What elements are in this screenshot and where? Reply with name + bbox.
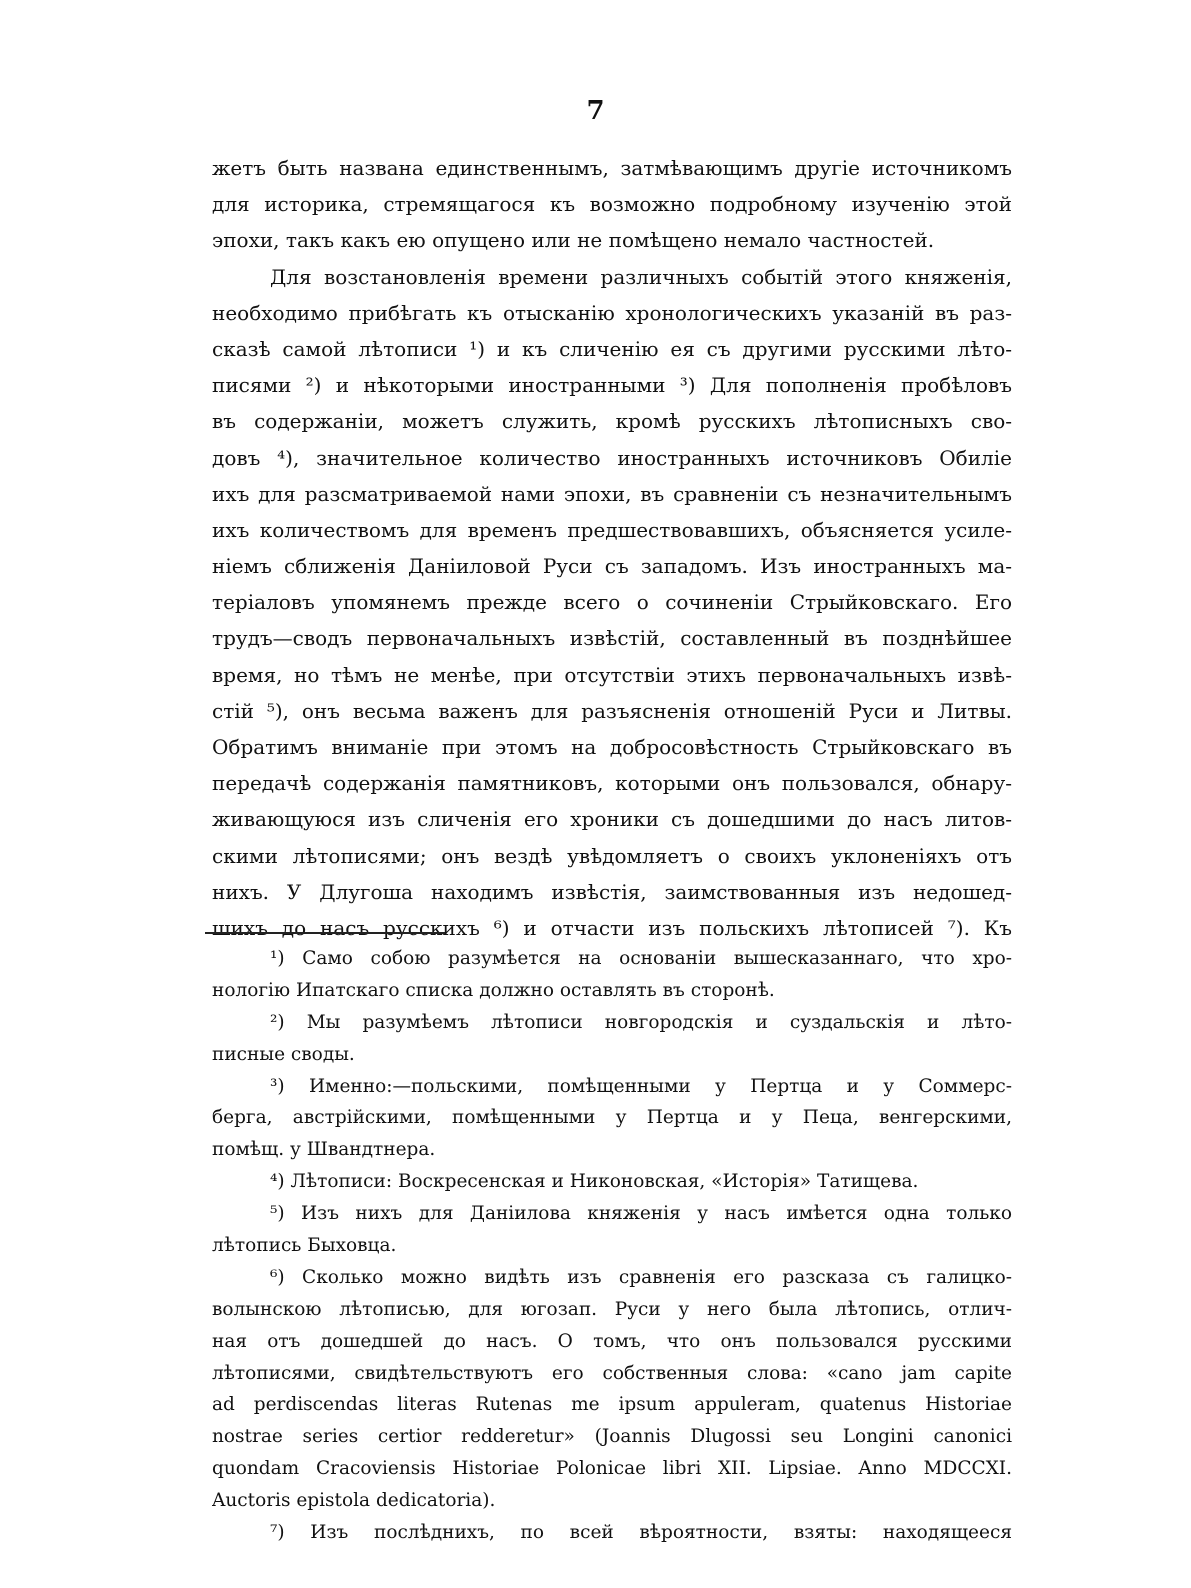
body-text [212,150,1012,946]
body-line: писями ²) и нѣкоторыми иностранными ³) Для пополненія пробѣловъ [212,373,1012,398]
footnote-line: волынскою лѣтописью, для югозап. Руси у него была лѣтопись, отлич- [212,1298,1012,1320]
footnote-line: nostrae series certior redderetur» (Joannis Dlugossi seu Longini canonici [212,1426,1012,1448]
body-line: для историка, стремящагося къ возможно подробному изученію этой [212,192,1012,217]
footnote-line: Auctoris epistola dedicatoria). [212,1490,496,1512]
body-line: жетъ быть названа единственнымъ, затмѣвающимъ другіе источникомъ [212,156,1012,180]
body-line: нихъ. У Длугоша находимъ извѣстія, заимствованныя изъ недошед- [212,879,1012,904]
footnote-line: нологію Ипатскаго списка должно оставлять въ сторонѣ. [212,979,775,1001]
footnote-line: ³) Именно:—польскими, помѣщенными у Пертца и у Соммерс- [270,1075,1012,1097]
footnote-line: ⁵) Изъ нихъ для Даніилова княженія у насъ имѣется одна только [270,1203,1012,1225]
body-line: Обратимъ вниманіе при этомъ на добросовѣстность Стрыйковскаго въ [212,735,1012,759]
body-line: въ содержаніи, можетъ служить, кромѣ русскихъ лѣтописныхъ сво- [212,409,1012,434]
footnote-line: ¹) Само собою разумѣется на основаніи вышесказаннаго, что хро- [270,948,1012,969]
page-number: 7 [586,96,605,126]
footnote-line: писные своды. [212,1043,355,1065]
body-line: время, но тѣмъ не менѣе, при отсутствіи этихъ первоначальныхъ извѣ- [212,662,1012,687]
footnote-line: quondam Cracoviensis Historiae Polonicae libri XII. Lipsiae. Anno MDCCXI. [212,1458,1012,1480]
body-line: ихъ для разсматриваемой нами эпохи, въ сравненіи съ незначительнымъ [212,481,1012,506]
footnote-line: ⁴) Лѣтописи: Воскресенская и Никоновская, «Исторія» Татищева. [270,1171,919,1193]
footnote-line: ⁶) Сколько можно видѣть изъ сравненія его разсказа съ галицко- [270,1266,1012,1288]
body-line: сказѣ самой лѣтописи ¹) и къ сличенію ея съ другими русскими лѣто- [212,336,1012,361]
body-line: Для возстановленія времени различныхъ событій этого княженія, [270,264,1012,289]
footnote-line: берга, австрійскими, помѣщенными у Пертца и у Пеца, венгерскими, [212,1107,1012,1129]
body-line: довъ ⁴), значительное количество иностранныхъ источниковъ Обиліе [212,445,1012,470]
footnotes [212,943,1012,1549]
body-line: стій ⁵), онъ весьма важенъ для разъясненія отношеній Руси и Литвы. [212,698,1012,723]
footnote-line: лѣтопись Быховца. [212,1235,397,1257]
body-line: живающуюся изъ сличенія его хроники съ дошедшими до насъ литов- [212,807,1012,832]
footnote-line: ⁷) Изъ послѣднихъ, по всей вѣроятности, взяты: находящееся [270,1522,1012,1544]
footnote-line: ная отъ дошедшей до насъ. О томъ, что онъ пользовался русскими [212,1330,1012,1352]
footnote-line: ²) Мы разумѣемъ лѣтописи новгородскія и суздальскія и лѣто- [270,1011,1012,1033]
footnote-line: помѣщ. у Швандтнера. [212,1139,436,1161]
footnote-divider [205,932,445,934]
body-line: необходимо прибѣгать къ отысканію хронологическихъ указаній въ раз- [212,300,1012,325]
body-line: шихъ до насъ русскихъ ⁶) и отчасти изъ польскихъ лѣтописей ⁷). Къ [212,915,1012,940]
body-line: передачѣ содержанія памятниковъ, которыми онъ пользовался, обнару- [212,771,1012,796]
body-line: ніемъ сближенія Даніиловой Руси съ западомъ. Изъ иностранныхъ ма- [212,554,1012,579]
body-line: ихъ количествомъ для временъ предшествовавшихъ, объясняется усиле- [212,517,1012,542]
footnote-line: ad perdiscendas literas Rutenas me ipsum appuleram, quatenus Historiae [212,1394,1012,1416]
body-line: теріаловъ упомянемъ прежде всего о сочиненіи Стрыйковскаго. Его [212,590,1012,615]
body-line: эпохи, такъ какъ ею опущено или не помѣщено немало частностей. [212,228,935,253]
body-line: трудъ—сводъ первоначальныхъ извѣстій, составленный въ позднѣйшее [212,626,1012,651]
body-line: скими лѣтописями; онъ вездѣ увѣдомляетъ о своихъ уклоненіяхъ отъ [212,843,1012,868]
footnote-line: лѣтописями, свидѣтельствуютъ его собственныя слова: «cano jam capite [212,1362,1012,1384]
